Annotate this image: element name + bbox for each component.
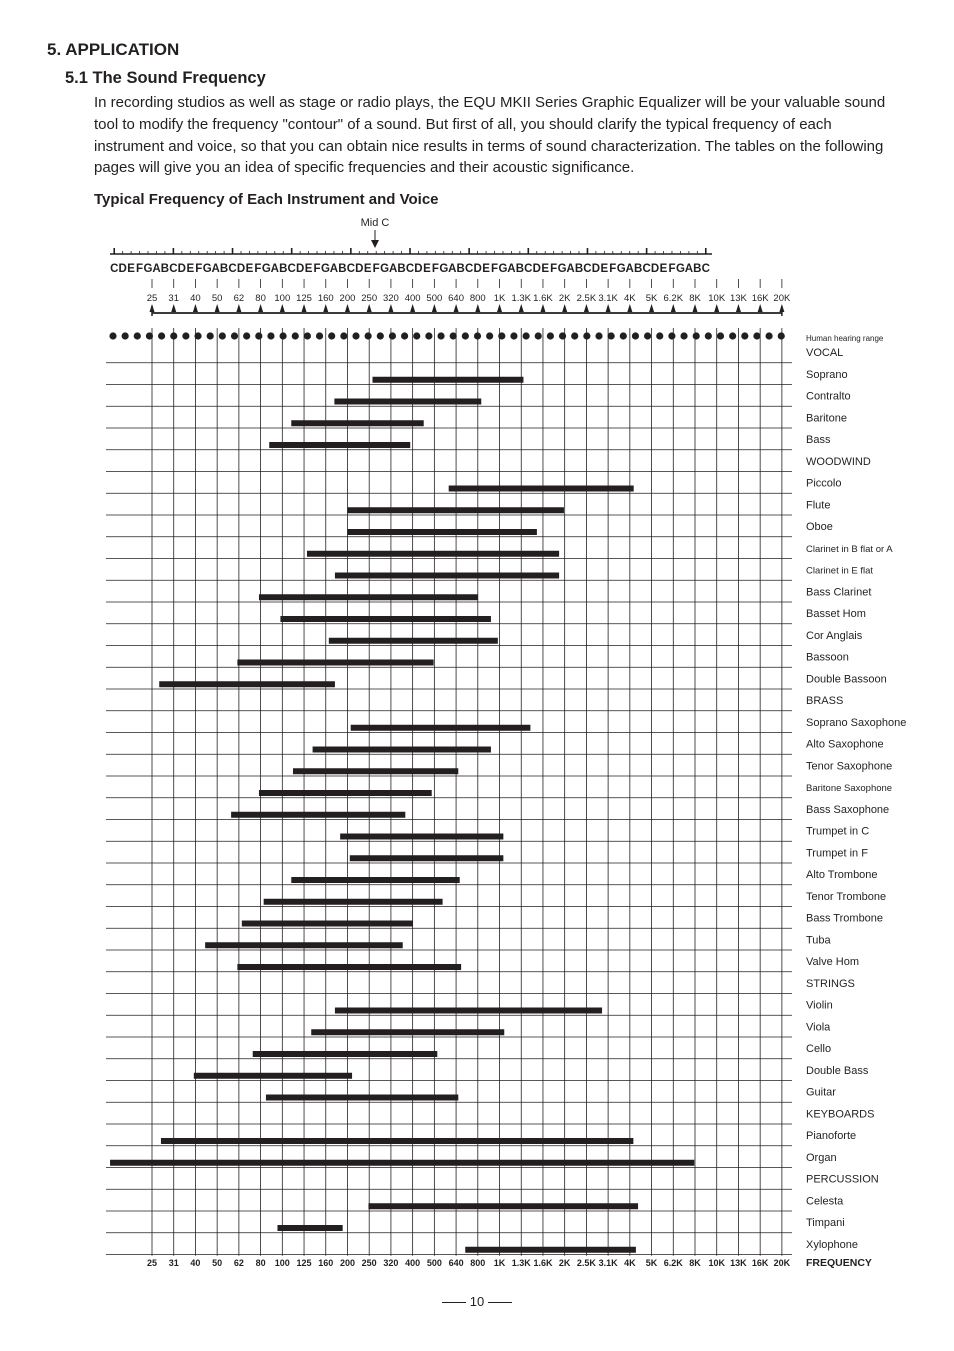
hearing-range-dot (134, 332, 141, 339)
note-letter: D (591, 263, 601, 275)
instrument-label: Pianoforte (806, 1130, 857, 1142)
freq-label-bottom: 320 (383, 1257, 399, 1268)
range-bar (269, 442, 410, 448)
note-letter: G (143, 263, 153, 275)
range-bar (280, 616, 491, 622)
freq-label-top: 250 (361, 293, 378, 304)
note-letter: F (254, 263, 262, 275)
range-bar (373, 377, 524, 383)
range-bar (159, 681, 335, 687)
note-letter: C (464, 263, 474, 275)
hearing-range-dot (656, 332, 663, 339)
hearing-range-dot (328, 332, 335, 339)
freq-label-top: 200 (339, 293, 356, 304)
note-letter: C (701, 263, 710, 275)
range-bar (231, 812, 405, 818)
range-bar (161, 1138, 633, 1144)
instrument-label: Baritone Saxophone (806, 783, 893, 794)
freq-label-bottom: 6.2K (663, 1257, 683, 1268)
hearing-range-dot (486, 332, 493, 339)
hearing-range-dot (316, 332, 323, 339)
instrument-label: Double Bass (806, 1064, 869, 1077)
section-heading: 5. APPLICATION (47, 40, 180, 59)
instrument-label: Clarinet in B flat or A (806, 543, 893, 555)
freq-label-top: 1.3K (511, 293, 532, 304)
freq-pointer (432, 304, 437, 312)
range-bar (110, 1160, 694, 1166)
hearing-range-dot (377, 332, 384, 339)
group-label: PERCUSSION (806, 1173, 879, 1186)
instrument-label: Bass Saxophone (806, 803, 890, 816)
note-letter: F (550, 263, 558, 275)
note-letter: B (693, 263, 702, 275)
hearing-range-dot (219, 332, 226, 339)
note-letter: D (295, 263, 305, 275)
note-letter: D (355, 263, 364, 275)
freq-pointer (410, 304, 415, 312)
instrument-label: Cor Anglais (806, 629, 863, 642)
note-letter: A (448, 263, 457, 275)
note-letter: G (498, 263, 508, 275)
freq-label-top: 80 (255, 293, 266, 304)
range-bar (293, 768, 458, 774)
note-letter: B (456, 263, 465, 275)
freq-label-bottom: 20K (773, 1257, 791, 1268)
note-letter: A (388, 263, 398, 275)
hearing-range-dot (304, 332, 311, 339)
freq-label-bottom: 2K (558, 1257, 571, 1268)
freq-label-top: 6.2K (663, 293, 684, 304)
freq-label-top: 13K (729, 293, 747, 304)
note-letter: B (397, 263, 406, 275)
hearing-range-dot (717, 332, 724, 339)
hearing-range-dot (231, 332, 238, 339)
range-bar (237, 660, 433, 666)
hearing-range-dot (462, 332, 469, 339)
note-letter: E (482, 263, 490, 275)
instrument-label: Celesta (806, 1195, 844, 1208)
hearing-range-dot (425, 332, 432, 339)
note-letter: B (515, 263, 525, 275)
hearing-range-dot (705, 332, 712, 339)
note-letter: C (228, 263, 237, 275)
hearing-range-dot (668, 332, 675, 339)
freq-pointer (215, 304, 220, 312)
freq-pointer (736, 304, 741, 312)
hearing-range-label: Human hearing range (806, 334, 884, 343)
note-letter: B (160, 263, 170, 275)
instrument-label: Contralto (806, 390, 851, 403)
hearing-range-dot (389, 332, 396, 339)
note-letter: B (634, 263, 643, 275)
footer-rule-left (442, 1302, 466, 1303)
freq-pointer (258, 304, 263, 312)
freq-label-bottom: 160 (318, 1257, 334, 1268)
instrument-label: Tuba (806, 934, 831, 947)
note-letter: F (431, 263, 439, 275)
instrument-label: Timpani (806, 1217, 845, 1229)
range-bar (237, 964, 461, 970)
note-letter: F (136, 263, 144, 275)
note-letter: A (625, 263, 634, 275)
instrument-label: Baritone (806, 412, 847, 425)
instrument-label: Bass (806, 434, 831, 446)
footer-rule-right (488, 1302, 512, 1303)
range-bar (350, 855, 504, 861)
freq-label-top: 40 (190, 293, 201, 304)
note-letter: A (684, 263, 694, 275)
note-letter: F (372, 263, 380, 275)
freq-label-bottom: 800 (470, 1257, 486, 1268)
range-bar (347, 507, 563, 513)
freq-label-top: 1K (493, 293, 506, 304)
instrument-label: Soprano (806, 368, 848, 381)
range-bar (334, 399, 481, 405)
freq-label-top: 2.5K (576, 293, 597, 304)
freq-label-bottom: 40 (190, 1257, 201, 1268)
group-label: VOCAL (806, 347, 844, 359)
instrument-label: Bass Clarinet (806, 586, 872, 599)
hearing-range-dot (595, 332, 602, 339)
instrument-label: Soprano Saxophone (806, 716, 907, 729)
instrument-label: Piccolo (806, 477, 842, 490)
freq-pointer (193, 304, 198, 312)
note-letter: C (405, 263, 415, 275)
freq-pointer (171, 304, 176, 312)
note-letter: G (261, 263, 271, 275)
hearing-range-dot (365, 332, 372, 339)
hearing-range-dot (753, 332, 760, 339)
note-letter: A (566, 263, 575, 275)
freq-pointer (323, 304, 328, 312)
note-letter: A (329, 263, 339, 275)
freq-pointer (497, 304, 502, 312)
freq-pointer (606, 304, 611, 312)
hearing-range-dot (680, 332, 687, 339)
hearing-range-dot (608, 332, 615, 339)
instrument-label: Guitar (806, 1086, 836, 1099)
hearing-range-dot (255, 332, 262, 339)
freq-label-top: 62 (233, 293, 245, 304)
note-letter: E (423, 263, 431, 275)
range-bar (277, 1225, 342, 1231)
chart-heading: Typical Frequency of Each Instrument and Voice (94, 191, 439, 208)
range-bar (259, 594, 478, 600)
hearing-range-dot (243, 332, 250, 339)
freq-label-bottom: 1.6K (533, 1257, 553, 1268)
hearing-range-dot (535, 332, 542, 339)
note-letter: G (439, 263, 449, 275)
freq-pointer (540, 304, 545, 312)
note-letter: F (668, 263, 676, 275)
hearing-range-dot (401, 332, 408, 339)
note-letter: D (236, 263, 246, 275)
instrument-label: Flute (806, 499, 831, 512)
note-letter: D (650, 263, 660, 275)
hearing-range-dot (632, 332, 639, 339)
freq-label-bottom: 640 (448, 1257, 464, 1268)
hearing-range-dot (109, 332, 116, 339)
hearing-range-dot (693, 332, 700, 339)
freq-label-top: 640 (448, 293, 465, 304)
hearing-range-dot (122, 332, 129, 339)
range-bar (205, 942, 403, 948)
instrument-label: Bassoon (806, 651, 849, 664)
freq-label-bottom: 250 (361, 1257, 377, 1268)
group-label: KEYBOARDS (806, 1108, 875, 1121)
hearing-range-dot (437, 332, 444, 339)
note-letter: E (363, 263, 372, 275)
note-letter: E (186, 263, 195, 275)
freq-label-top: 31 (168, 293, 180, 304)
instrument-label: Oboe (806, 521, 833, 533)
note-letter: G (202, 263, 212, 275)
freq-label-top: 1.6K (533, 293, 553, 304)
note-letter: E (659, 263, 668, 275)
freq-pointer (345, 304, 350, 312)
note-letter: C (287, 263, 296, 275)
note-letter: G (557, 263, 567, 275)
hearing-range-dot (741, 332, 748, 339)
note-letter: B (574, 263, 584, 275)
instrument-label: Xylophone (806, 1238, 858, 1251)
subsection-heading: 5.1 The Sound Frequency (65, 69, 266, 87)
note-letter: G (675, 263, 685, 275)
hearing-range-dot (523, 332, 530, 339)
range-bar (340, 834, 503, 840)
freq-pointer (627, 304, 632, 312)
freq-label-top: 320 (382, 293, 399, 304)
group-label: STRINGS (806, 977, 855, 990)
freq-label-bottom: 125 (296, 1257, 312, 1268)
instrument-label: Viola (806, 1021, 831, 1034)
note-letter: E (541, 263, 550, 275)
freq-label-bottom: 4K (624, 1257, 636, 1268)
instrument-label: Clarinet in E flat (806, 565, 874, 577)
range-bar (291, 420, 423, 426)
freq-label-top: 3.1K (598, 293, 618, 304)
freq-label-bottom: 50 (212, 1257, 223, 1268)
freq-label-bottom: 500 (426, 1257, 442, 1268)
note-letter: G (616, 263, 626, 275)
note-letter: D (473, 263, 482, 275)
range-bar (329, 638, 498, 644)
note-letter: E (600, 263, 609, 275)
freq-label-bottom: 8K (689, 1257, 701, 1268)
instrument-label: Basset Hom (806, 608, 866, 620)
note-letter: F (609, 263, 617, 275)
freq-label-bottom: 80 (255, 1257, 266, 1268)
hearing-range-dot (158, 332, 165, 339)
freq-pointer (758, 304, 763, 312)
freq-label-bottom: 16K (751, 1257, 769, 1268)
freq-pointer (475, 304, 480, 312)
group-label: WOODWIND (806, 455, 871, 468)
hearing-range-dot (352, 332, 359, 339)
instrument-label: Tenor Saxophone (806, 760, 893, 773)
freq-pointer (519, 304, 524, 312)
note-letter: E (245, 263, 254, 275)
freq-pointer (302, 304, 307, 312)
mid-c-label: Mid C (360, 217, 390, 229)
freq-pointer (280, 304, 285, 312)
note-letter: D (177, 263, 186, 275)
instrument-label: Alto Trombone (806, 869, 878, 881)
hearing-range-dot (280, 332, 287, 339)
page-number: 10 (469, 1294, 485, 1309)
note-letter: E (304, 263, 313, 275)
freq-label-bottom: 31 (168, 1257, 179, 1268)
freq-label-top: 2K (558, 293, 571, 304)
hearing-range-dot (510, 332, 517, 339)
freq-label-bottom: 1K (493, 1257, 506, 1268)
range-bar (242, 921, 413, 927)
freq-label-bottom: 200 (339, 1257, 355, 1268)
freq-pointer (388, 304, 393, 312)
note-letter: C (346, 263, 356, 275)
freq-label-top: 25 (146, 293, 158, 304)
frequency-axis-label: FREQUENCY (806, 1256, 872, 1269)
range-bar (465, 1247, 636, 1253)
freq-label-bottom: 1.3K (511, 1257, 531, 1268)
freq-label-top: 4K (624, 293, 636, 304)
note-letter: G (380, 263, 390, 275)
range-bar (351, 725, 531, 731)
freq-label-bottom: 10K (708, 1257, 725, 1268)
instrument-label: Violin (806, 999, 833, 1012)
hearing-range-dot (644, 332, 651, 339)
hearing-range-dot (778, 332, 785, 339)
freq-label-bottom: 400 (405, 1257, 421, 1268)
freq-label-top: 125 (296, 293, 312, 304)
freq-label-top: 100 (274, 293, 291, 304)
freq-label-top: 160 (317, 293, 334, 304)
group-label: BRASS (806, 695, 844, 707)
note-letter: C (524, 263, 533, 275)
hearing-range-dot (620, 332, 627, 339)
note-letter: B (219, 263, 229, 275)
freq-label-top: 50 (211, 293, 223, 304)
range-bar (291, 877, 459, 883)
range-bar (335, 1008, 602, 1014)
note-letter: B (279, 263, 288, 275)
hearing-range-dot (571, 332, 578, 339)
note-letter: B (338, 263, 347, 275)
instrument-label: Organ (806, 1151, 837, 1164)
note-letter: E (127, 263, 135, 275)
note-letter: A (152, 263, 161, 275)
range-bar (368, 1203, 638, 1209)
note-letter: G (321, 263, 330, 275)
note-letter: D (532, 263, 541, 275)
freq-pointer (671, 304, 676, 312)
hearing-range-dot (413, 332, 420, 339)
freq-label-bottom: 62 (233, 1257, 244, 1268)
range-bar (313, 747, 491, 753)
note-letter: C (642, 263, 651, 275)
freq-pointer (236, 304, 241, 312)
hearing-range-dot (292, 332, 299, 339)
note-letter: C (110, 263, 119, 275)
freq-pointer (562, 304, 567, 312)
range-bar (264, 899, 443, 905)
instrument-label: Valve Hom (806, 956, 859, 968)
hearing-range-dot (340, 332, 347, 339)
note-letter: A (507, 263, 516, 275)
freq-label-top: 5K (645, 293, 658, 304)
freq-label-top: 800 (469, 293, 486, 304)
range-bar (449, 486, 634, 492)
page-footer (0, 1294, 954, 1309)
note-letter: A (211, 263, 220, 275)
hearing-range-dot (583, 332, 590, 339)
hearing-range-dot (182, 332, 189, 339)
range-bar (266, 1095, 458, 1101)
freq-label-bottom: 2.5K (576, 1257, 596, 1268)
freq-pointer (714, 304, 719, 312)
hearing-range-dot (267, 332, 274, 339)
note-letter: F (490, 263, 499, 275)
freq-pointer (693, 304, 698, 312)
freq-label-top: 20K (773, 293, 791, 304)
note-letter: F (195, 263, 203, 275)
note-letter: D (414, 263, 423, 275)
freq-label-bottom: 13K (730, 1257, 747, 1268)
instrument-label: Alto Saxophone (806, 738, 884, 751)
instrument-label: Bass Trombone (806, 912, 884, 925)
intro-paragraph: In recording studios as well as stage or radio plays, the EQU MKII Series Graphic Equalizer will be your valuable sound tool to modify the frequency "contour" of a sound. But first of all, you should clarify the typical frequency of each instrument and voice, so that you can obtain nice results in terms of sound characterization. The tables on the following pages will give you an idea of specific frequencies and their acoustic significance. (94, 94, 886, 177)
instrument-label: Trumpet in C (806, 825, 870, 838)
note-letter: F (313, 263, 321, 275)
note-letter: D (118, 263, 127, 275)
range-bar (253, 1051, 438, 1057)
freq-pointer (584, 304, 589, 312)
freq-label-top: 8K (689, 293, 701, 304)
range-bar (311, 1029, 504, 1035)
freq-label-bottom: 3.1K (598, 1257, 618, 1268)
range-bar (335, 573, 559, 579)
freq-label-bottom: 100 (274, 1257, 290, 1268)
hearing-range-dot (207, 332, 214, 339)
freq-label-top: 16K (751, 293, 769, 304)
freq-pointer (454, 304, 459, 312)
note-letter: C (583, 263, 592, 275)
instrument-label: Trumpet in F (806, 847, 868, 860)
mid-c-arrow-head (371, 240, 379, 248)
note-letter: A (270, 263, 279, 275)
freq-label-bottom: 25 (146, 1257, 158, 1268)
instrument-label: Double Bassoon (806, 673, 887, 686)
note-letter: C (169, 263, 178, 275)
instrument-label: Tenor Trombone (806, 890, 887, 903)
range-bar (194, 1073, 352, 1079)
freq-label-top: 10K (708, 293, 726, 304)
hearing-range-dot (547, 332, 554, 339)
freq-label-top: 400 (404, 293, 421, 304)
range-bar (259, 790, 432, 796)
instrument-label: Cello (806, 1043, 832, 1055)
freq-pointer (367, 304, 372, 312)
hearing-range-dot (729, 332, 736, 339)
range-bar (347, 529, 536, 535)
freq-pointer (649, 304, 654, 312)
freq-label-top: 500 (426, 293, 443, 304)
range-bar (307, 551, 559, 557)
hearing-range-dot (766, 332, 773, 339)
freq-label-bottom: 5K (645, 1257, 658, 1268)
